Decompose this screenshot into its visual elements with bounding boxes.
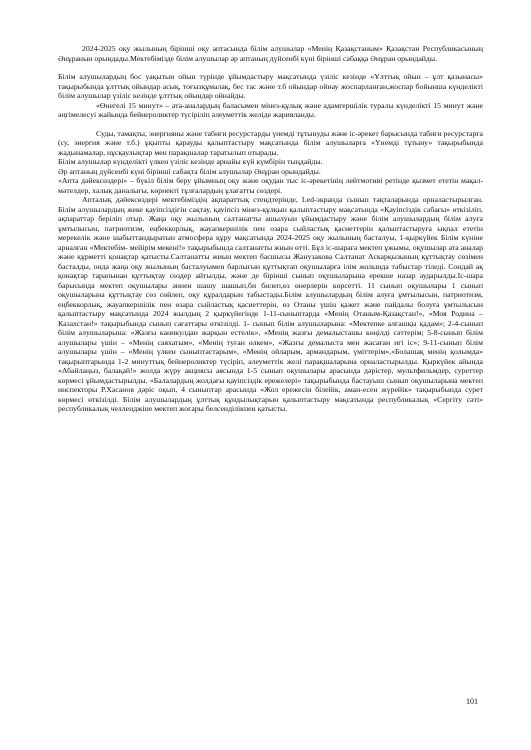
paragraph-national-games: Білім алушылардың бос уақытын ойын түрінде ұйымдастыру мақсатында үзіліс кезінде «Ұлттық ойын – ұлт қазынасы» тақырыбында ұлттық ойындар асық, тоғызқұмалақ, бес тас және т.б ойындар ойнау жоспарланған,жоспар бойынша күнделікті білім алушылар үзіліс кезінде ұлттық ойындар ойнайды. [58,72,483,100]
paragraph-15-minutes: «Өнегелі 15 минут» – ата-аналардың баласымен мінез-құлық және адамгершілік туралы күнделікті 15 минут және әңгімелесуі жайында бейнероликтер түсіріліп әлеуметтік желіде жарияланды. [58,100,483,119]
paragraph-monday-anthem: Әр аптаның дүйсенбі күні бірінші сабақта білім алушылар Әнұран орындайды. [58,166,321,176]
paragraph-kui-listening: Білім алушылар күнделікті үлкен үзіліс кезінде арнайы күй күмбірін тыңдайды. [58,157,323,166]
paragraph-school-events: Апталық дәйексөздері мектебіміздің ақпараттық стендтерінде, Led-экранда сынып тақталарында орналастырылған. Білім алушылардың жеке қауіпсіздігін сақтау, қауіпсіз мінез-құлқын қалыптастыру мақсатында «Қауіпсіздік сабағы» өткізіліп, ақпараттар беріліп отыр. Жаңа оқу жылының салтанатты ашылуын ұйымдастыру және білім алушылардың білім алуға ұмтылысын, патриотизм, еңбеккорлық, жауапкершілік пен озара сыйластық қасиеттерін қалыптастыруға ықпал ететін мерекелік және шабыттандыратын атмосфера құру мақсатында 2024-2025 оқу жылының басталуы, 1-қыркүйек Білім күніне арналған «Мектебім- мейірім мекені!» тақырыбында салтанатты жиын өтті. Бұл іс-шараға мектеп ұжымы, оқушылар ата аналар және құрметті қонақтар қатысты.Салтанатты жиын мектеп басшысы Жанузакова Салтанат Аскарқызының құттықтау сөзімен басталды, онда жаңа оқу жылының басталуымен барлығын құттықтап оқушыларға ілім жолында табыстар тіледі. Сондай ақ қонақтар тарапынан құттықтау сөздер айтылды, және де бірінші сынып оқушыларына ерекше назар аударылды.Іс-шара барысында мектеп оқушылары әннен шашу шашып,би билеп,өз өнерлерін көрсетті. 11 сынып оқушылары 1 сынып оқушыларына құттықтау сөз сөйлеп, оқу құралдарын табыстады.Білім алушылардың білім алуға ұмтылысын, патриотизм, еңбеккорлық, жауапкершілік пен өзара сыйластық қасиеттерін, өз Отаны үшін қажет және пайдалы болуға ұмтылысын қалыптастыру мақсатында 2024 жылдың 2 қыркүйегінде 1-11-сыныптарда «Менің Отаным-Қазақстан!», «Моя Родина – Казахстан!» тақырыбында сынып сағаттары өткізілді. 1- сынып білім алушыларына: «Мектепке алғашқы қадам»; 2-4-сынып білім алушыларына: «Жазғы каникулдан жарқын естелік», «Менің жазғы демалысташы көңілді сәттерім; 5-8-сынып білім алушылары үшін – «Менің саяхатым», «Менің туған өлкем», «Жазғы демалыста мен жасаған игі іс»; 9-11-сынып білім алушылары үшін – «Менің үлкен сыныптастарым», «Менің ойларым, армандарым, үміттерім»,«Болашақ менің қолымда» тақырыптарында 1-2 минуттық бейнероликтер түсіріп, әлеуметтік желі парақшаларына орналастырылды. Қыркүйек айында «Абайлаңыз, балақай!» жолда жүру акциясы аясында 1-5 сынып оқушылары арасында дәрістер, мультфильмдер, суреттер көрмесі ұйымдастырылды. «Балалардың жолдағы қауіпсіздік ережелері» тақырыбында бастауыш сынып оқушыларына мектеп инспекторы Р.Хасанов дәріс оқып, 4 сыныптар арасында «Жол ережесін білейік, аман-есен жүрейік» тақырыбында сурет көрмесі өткізілді. Білім алушылардың ұлттық құндылықтарын қалыптастыру мақсатында республикалық «Сергіту сәті» республикалық челленджіне мектеп жоғары белсенділікпен қатысты. [58,195,483,413]
page-content [58,44,483,414]
page-number: 101 [466,697,478,706]
paragraph-saving-resources: Суды, тамақты, энергияны және табиғи ресурстарды үнемді тұтынуды және іс-әрекет барысында табиғи ресурстарға (су, энергия және т.б.) ұқыпты қарауды қалыптастыру мақсатында білім алушыларға «Үнемді тұтыну» тақырыбында жадынамалар, нұсқаулықтар мен парақшалар таратылып отырады. [58,128,483,157]
paragraph-week-quotes: «Апта дәйексөздері» – бүкіл білім беру ұйымның оқу және оқудан тыс іс-әрекетінің лейтмотиві ретінде қызмет ететін мақал-мәтелдер, халық даналығы, көрнекті тұлғалардың ұлағатты сөздері. [58,176,483,195]
paragraph-anthem-first-week: 2024-2025 оқу жылының бірінші оқу аптасында білім алушылар «Менің Қазақстаным» Қазақстан Республикасының Әнұранын орындады.Мектебімізде білім алушылар әр аптаның дүйсенбі күні бірінші сабаққа Әнұран орындайды. [58,44,483,63]
